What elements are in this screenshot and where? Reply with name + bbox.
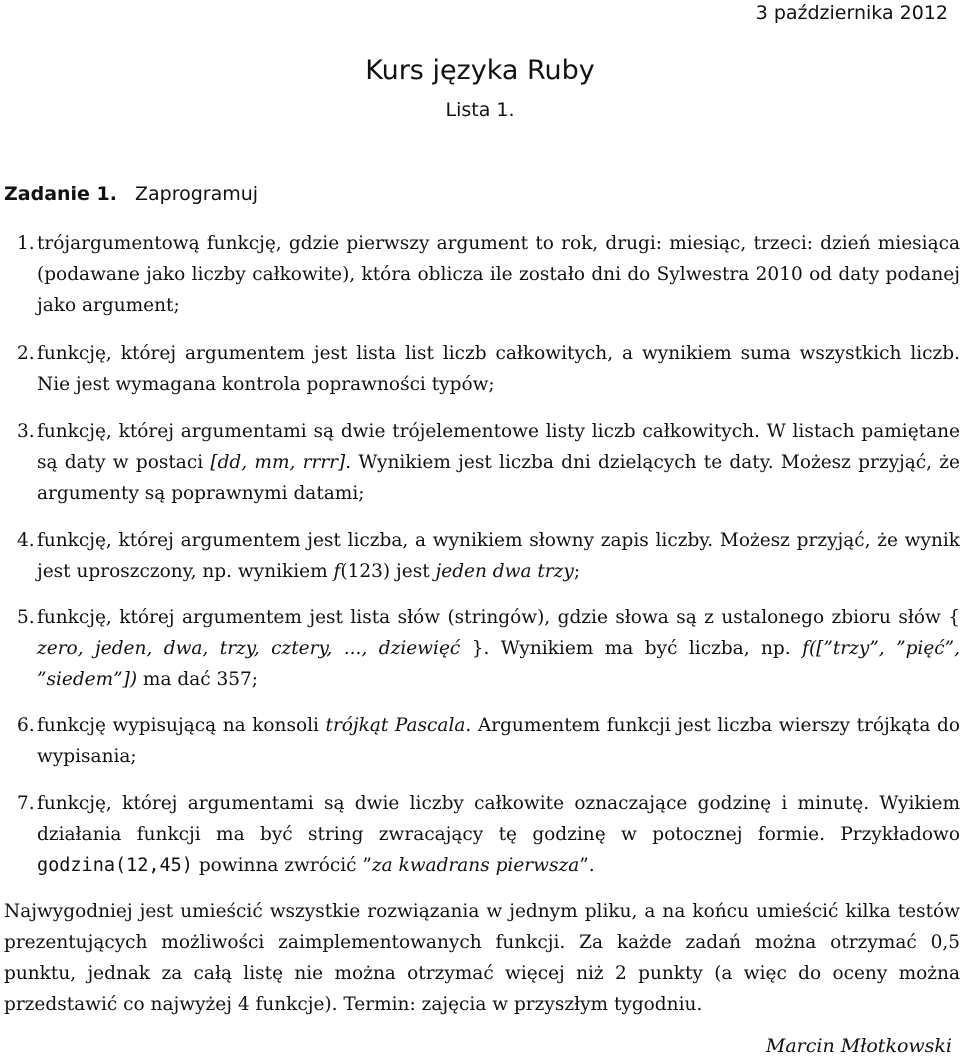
item-number: 2. [17, 343, 35, 364]
code-snippet: godzina(12,45) [37, 855, 193, 876]
word-set: zero, jeden, dwa, trzy, cztery, ..., dziewięć [37, 638, 461, 659]
list-item [17, 788, 960, 881]
math-argument: (123) [340, 561, 391, 582]
item-text-end: ; [573, 561, 581, 582]
item-number: 3. [17, 421, 35, 442]
math-function: f [333, 561, 341, 582]
item-number: 5. [17, 607, 35, 628]
item-text: funkcję, której argumentem jest lista list liczb całkowitych, a wynikiem suma wszystkich liczb. Nie jest wymagana kontrola poprawności typów; [37, 343, 960, 395]
example-call: f([”trzy”, ”pięć”, ”siedem”]) [37, 638, 960, 690]
list-item [17, 602, 960, 695]
closing-paragraph: Najwygodniej jest umieścić wszystkie rozwiązania w jednym pliku, a na końcu umieścić kilka testów prezentujących możliwości zaimplementowanych funkcji. Za każde zadań można otrzymać 0,5 punktu, jednak za całą listę nie można otrzymać więcej niż 2 punkty (a więc do oceny można przedstawić co najwyżej 4 funkcje). Termin: zajęcia w przyszłym tygodniu. [4, 901, 960, 1015]
item-text-cont: . Argumentem funkcji jest liczba wierszy trójkąta do wypisania; [37, 715, 960, 767]
list-item [17, 228, 960, 321]
item-text-end: ma dać 357; [137, 669, 259, 690]
item-text: funkcję, której argumentem jest lista słów (stringów), gdzie słowa są z ustalonego zbioru słów { [37, 607, 960, 628]
task-intro: Zaprogramuj [135, 183, 259, 205]
item-number: 7. [17, 793, 35, 814]
item-text-cont: . Wynikiem jest liczba dni dzielących te daty. Możesz przyjąć, że argumenty są poprawnymi datami; [37, 452, 960, 504]
item-number: 4. [17, 530, 35, 551]
item-text-cont: powinna zwrócić ” [192, 855, 372, 876]
list-item [17, 338, 960, 400]
item-text: trójargumentową funkcję, gdzie pierwszy argument to rok, drugi: miesiąc, trzeci: dzień miesiąca (podawane jako liczby całkowite), która oblicza ile zostało dni do Sylwestra 2010 od daty podanej jako argument; [37, 233, 960, 316]
term-pascal: trójkąt Pascala [325, 715, 466, 736]
item-number: 6. [17, 715, 35, 736]
date-format: [dd, mm, rrrr] [210, 452, 346, 473]
item-text-cont: }. Wynikiem ma być liczba, np. [460, 638, 803, 659]
task-heading [4, 183, 258, 205]
task-label: Zadanie 1. [4, 183, 117, 205]
item-text: funkcję wypisującą na konsoli [37, 715, 326, 736]
document-title: Kurs języka Ruby [365, 55, 595, 86]
item-text: funkcję, której argumentem jest liczba, a wynikiem słowny zapis liczby. Możesz przyjąć, że wynik jest uproszczony, np. wynikiem [37, 530, 960, 582]
document-subtitle: Lista 1. [445, 99, 515, 121]
item-number: 1. [17, 233, 35, 254]
example-output: za kwadrans pierwsza [371, 855, 580, 876]
item-text-end: ”. [579, 855, 595, 876]
author-name: Marcin Młotkowski [765, 1035, 952, 1057]
document-date: 3 października 2012 [755, 2, 948, 24]
list-item [17, 416, 960, 509]
list-item [17, 525, 960, 587]
item-text: funkcję, której argumentami są dwie liczby całkowite oznaczające godzinę i minutę. Wyikiem działania funkcji ma być string zwracający tę godzinę w potocznej formie. Przykładowo [37, 793, 960, 845]
item-text: funkcję, której argumentami są dwie trójelementowe listy liczb całkowitych. W listach pamiętane są daty w postaci [37, 421, 960, 473]
list-item [17, 710, 960, 772]
item-text-cont: jest [390, 561, 436, 582]
example-output: jeden dwa trzy [435, 561, 574, 582]
